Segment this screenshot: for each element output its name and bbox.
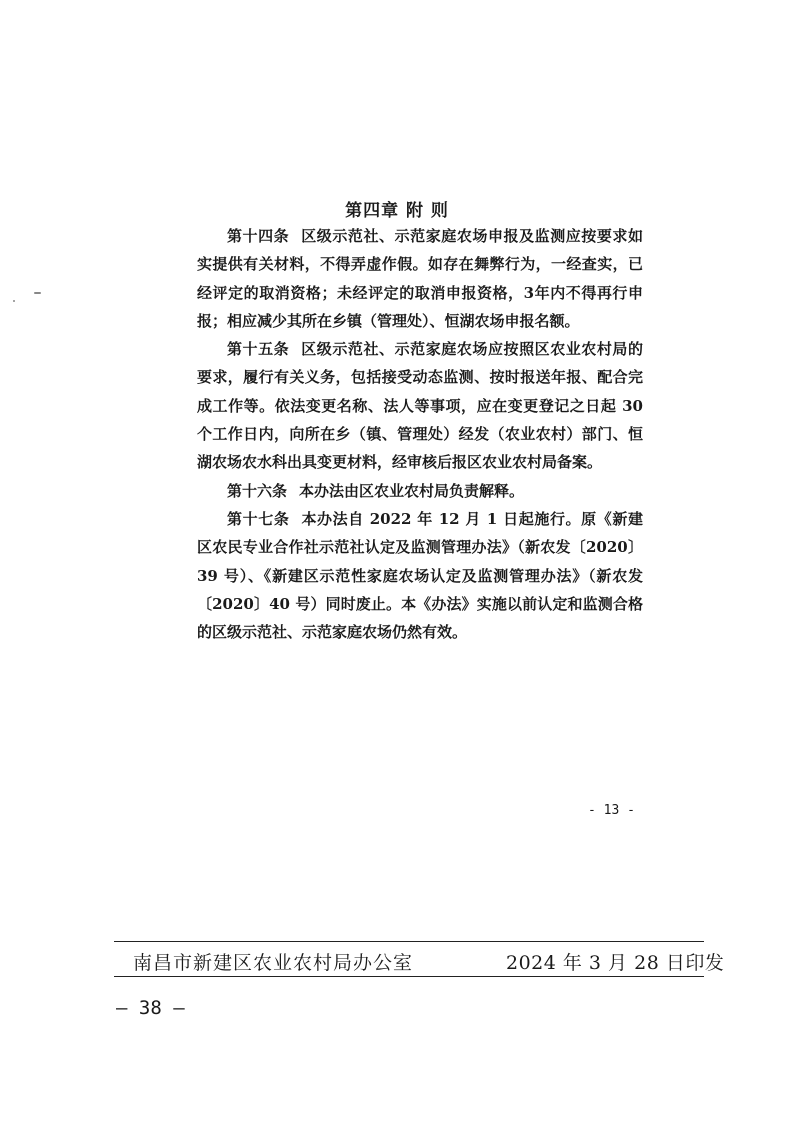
article-label: 第十七条	[227, 509, 290, 528]
article-text: 本办法由区农业农村局负责解释。	[299, 481, 525, 500]
article-text: 本办法自 2022 年 12 月 1 日起施行。原《新建区农民专业合作社示范社认定及监测管理办法》（新农发〔2020〕39 号）、《新建区示范性家庭农场认定及监测管理办法》（新农发〔2020〕40 号）同时废止。本《办法》实施以前认定和监测合格的区级示范社、示范家庭农场仍然有效。	[197, 509, 643, 642]
outer-page-number: — 38 —	[116, 997, 185, 1019]
article-label: 第十六条	[227, 481, 288, 500]
chapter-title: 第四章 附 则	[345, 201, 449, 221]
article-14	[197, 222, 643, 335]
inner-page-number: - 13 -	[588, 803, 635, 818]
footer-date: 2024 年 3 月 28 日印发	[506, 952, 725, 974]
article-label: 第十四条	[227, 227, 290, 245]
article-label: 第十五条	[227, 340, 290, 359]
articles-body	[197, 222, 643, 646]
article-text: 区级示范社、示范家庭农场申报及监测应按要求如实提供有关材料，不得弄虚作假。如存在舞弊行为，一经查实，已经评定的取消资格；未经评定的取消申报资格，3年内不得再行申报；相应减少其所在乡镇（管理处）、恒湖农场申报名额。	[197, 227, 643, 330]
article-15	[197, 335, 643, 476]
footer-top-rule	[114, 941, 704, 942]
scan-speck	[13, 300, 15, 302]
footer-office: 南昌市新建区农业农村局办公室	[133, 952, 414, 974]
article-17	[197, 505, 643, 646]
footer-bottom-rule	[114, 976, 704, 977]
article-16	[197, 477, 643, 505]
article-text: 区级示范社、示范家庭农场应按照区农业农村局的要求，履行有关义务，包括接受动态监测、按时报送年报、配合完成工作等。依法变更名称、法人等事项，应在变更登记之日起 30 个工作日内，向所在乡（镇、管理处）经发（农业农村）部门、恒湖农场农水科出具变更材料，经审核后报区农业农村局备案。	[197, 340, 643, 472]
scan-speck	[34, 292, 41, 294]
